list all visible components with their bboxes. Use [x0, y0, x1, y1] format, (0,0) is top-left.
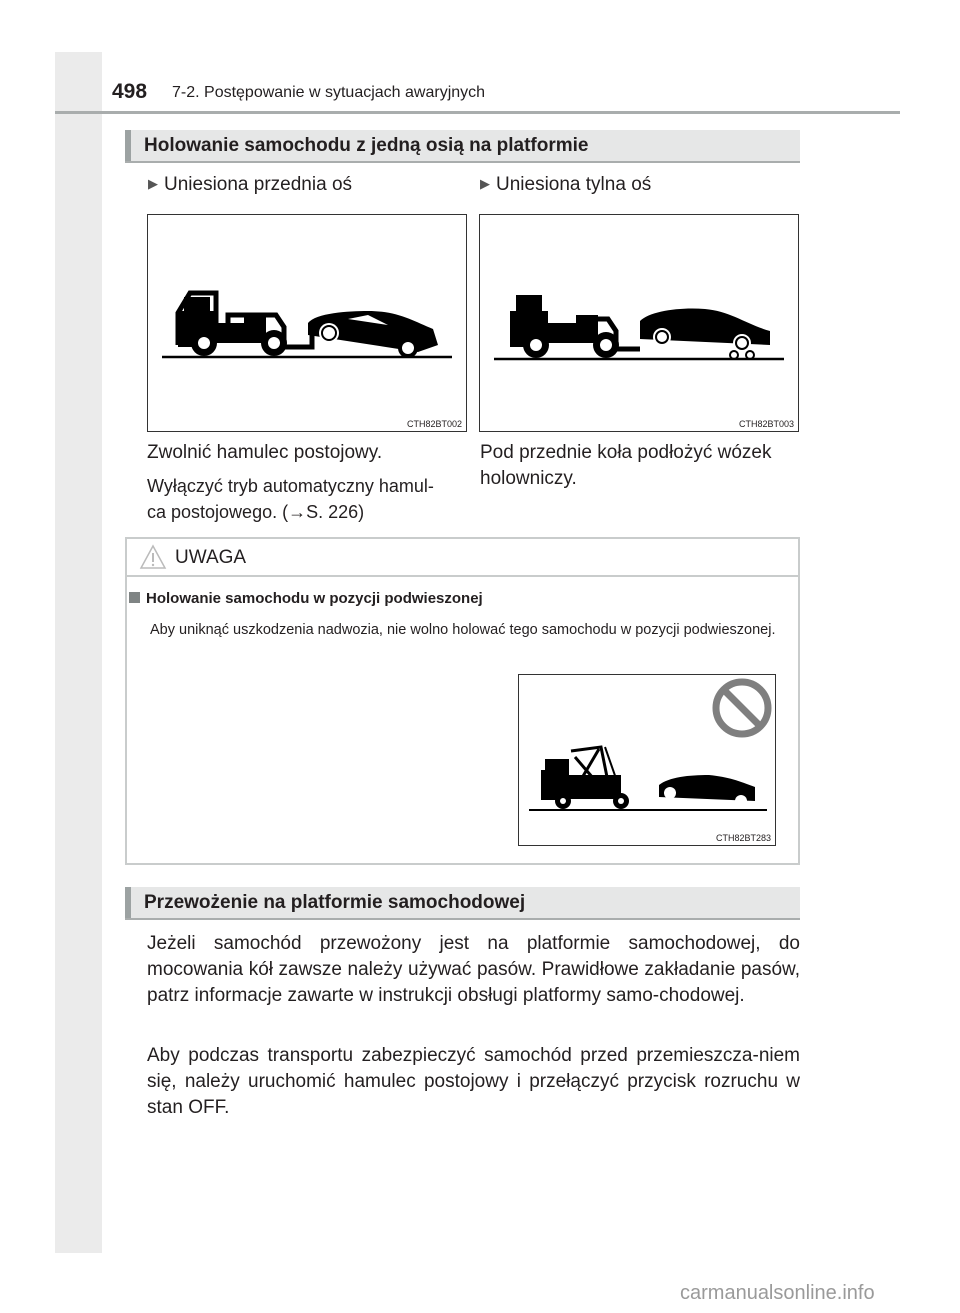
warning-subtitle [129, 590, 483, 607]
section-bar [125, 130, 131, 161]
bullet-text: Uniesiona tylna oś [496, 174, 652, 195]
image-code: CTH82BT002 [406, 419, 462, 429]
illustration-front-lifted [147, 214, 467, 432]
warning-subtitle-text: Holowanie samochodu w pozycji podwieszonej [146, 590, 483, 607]
warning-body: Aby uniknąć uszkodzenia nadwozia, nie wolno holować tego samochodu w pozycji podwieszonej. [150, 622, 776, 638]
instruction-line: Wyłączyć tryb automatyczny hamul- [147, 476, 434, 496]
left-instructions [147, 440, 434, 525]
warning-triangle-icon [139, 544, 167, 570]
section-heading-2 [125, 887, 800, 920]
warning-label: UWAGA [175, 547, 247, 568]
section-title: Holowanie samochodu z jedną osią na platformie [144, 135, 589, 156]
chapter-title: 7-2. Postępowanie w sytuacjach awaryjnych [172, 84, 486, 101]
instruction-line: Pod przednie koła podłożyć wózek [480, 442, 772, 463]
triangle-bullet-icon: ▶ [148, 176, 158, 191]
prohibited-tow-illustration [519, 675, 777, 847]
tow-truck-dolly-illustration [480, 215, 800, 433]
page-number: 498 [112, 80, 148, 103]
watermark: carmanualsonline.info [680, 1282, 875, 1304]
paragraph: Jeżeli samochód przewożony jest na platformie samochodowej, do mocowania kół zawsze należy używać pasów. Prawidłowe zakładanie pasów, patrz informacje zawarte w instrukcji obsługi platformy samo-chodowej. [147, 933, 800, 1006]
bullet-rear-axle [480, 174, 651, 196]
square-bullet-icon [129, 592, 140, 603]
right-instructions [480, 440, 772, 492]
section-bar [125, 887, 131, 918]
tow-truck-illustration [148, 215, 468, 433]
triangle-bullet-icon: ▶ [480, 176, 490, 191]
side-band [55, 52, 102, 1253]
header-rule [55, 111, 900, 114]
instruction-line: Zwolnić hamulec postojowy. [147, 442, 383, 463]
image-code: CTH82BT003 [738, 419, 794, 429]
instruction-line: ca postojowego. (→S. 226) [147, 502, 365, 522]
bullet-front-axle [148, 174, 352, 196]
illustration-prohibited [518, 674, 776, 846]
image-code: CTH82BT283 [715, 833, 771, 843]
section-title: Przewożenie na platformie samochodowej [144, 892, 526, 913]
warning-box [125, 537, 800, 865]
illustration-rear-lifted [479, 214, 799, 432]
warning-header [127, 539, 798, 577]
paragraph: Aby podczas transportu zabezpieczyć samochód przed przemieszcza-niem się, należy uruchomić hamulec postojowy i przełączyć przycisk rozruchu w stan OFF. [147, 1045, 800, 1118]
section-heading-1 [125, 130, 800, 163]
instruction-line: holowniczy. [480, 468, 577, 489]
bullet-text: Uniesiona przednia oś [164, 174, 353, 195]
